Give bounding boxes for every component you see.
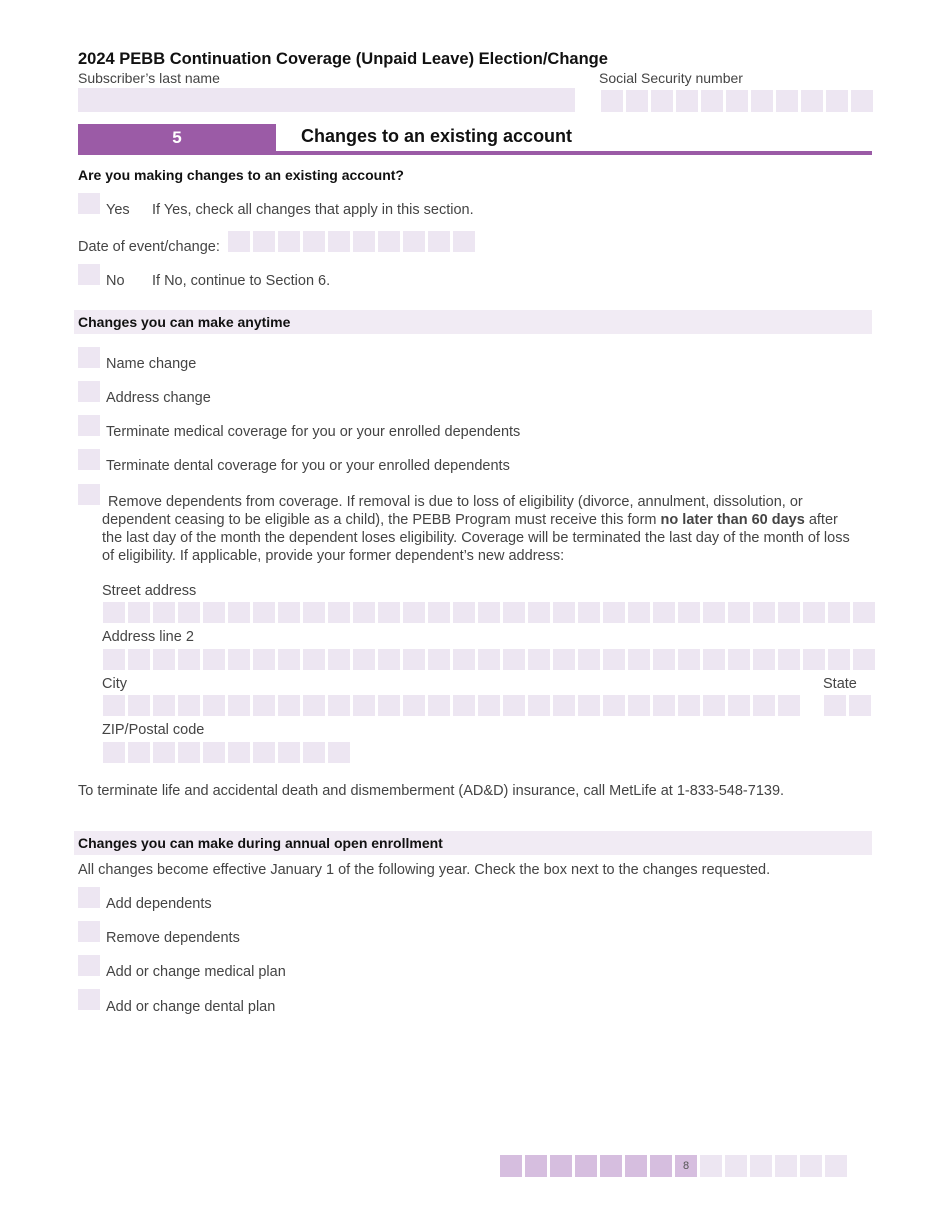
date-char-box[interactable]: [403, 231, 425, 252]
terminate-medical-checkbox[interactable]: [78, 415, 100, 436]
street-char-box[interactable]: [353, 602, 375, 623]
address-change-checkbox[interactable]: [78, 381, 100, 402]
no-checkbox[interactable]: [78, 264, 100, 285]
zip-char-box[interactable]: [128, 742, 150, 763]
section-title: Changes to an existing account: [301, 126, 573, 146]
date-char-box[interactable]: [378, 231, 400, 252]
zip-field[interactable]: [103, 742, 350, 763]
date-char-box[interactable]: [253, 231, 275, 252]
change-dental-label: Add or change dental plan: [106, 999, 276, 1015]
street-char-box[interactable]: [553, 602, 575, 623]
remove-text-part2: after the last day of the month the dependent loses eligibility. Coverage will be terminated the last day of the month of loss of eligibility. If applicable, provide your former dependent’s new address:: [102, 512, 850, 564]
address2-char-box[interactable]: [178, 649, 200, 670]
remove-dependents-text: [102, 493, 862, 565]
open-enrollment-note: All changes become effective January 1 of the following year. Check the box next to the changes requested.: [78, 862, 771, 878]
oe-remove-dependents-label: Remove dependents: [106, 930, 240, 946]
page-indicator-box: [725, 1155, 747, 1177]
address2-char-box[interactable]: [253, 649, 275, 670]
address2-char-box[interactable]: [778, 649, 800, 670]
yes-label: Yes: [106, 202, 130, 218]
street-char-box[interactable]: [303, 602, 325, 623]
city-char-box[interactable]: [328, 695, 350, 716]
terminate-medical-label: Terminate medical coverage for you or your enrolled dependents: [106, 424, 521, 440]
city-char-box[interactable]: [578, 695, 600, 716]
page-number: 8: [675, 1155, 697, 1177]
address2-char-box[interactable]: [153, 649, 175, 670]
address2-char-box[interactable]: [678, 649, 700, 670]
date-char-box[interactable]: [428, 231, 450, 252]
city-char-box[interactable]: [228, 695, 250, 716]
address2-char-box[interactable]: [353, 649, 375, 670]
terminate-dental-checkbox[interactable]: [78, 449, 100, 470]
city-field[interactable]: [103, 695, 800, 716]
section-header: [78, 124, 872, 155]
page-indicator-box: [500, 1155, 522, 1177]
page-indicator: [500, 1155, 847, 1177]
address-change-label: Address change: [106, 390, 211, 406]
city-char-box[interactable]: [453, 695, 475, 716]
street-char-box[interactable]: [528, 602, 550, 623]
address2-char-box[interactable]: [453, 649, 475, 670]
name-change-label: Name change: [106, 356, 197, 372]
street-char-box[interactable]: [403, 602, 425, 623]
page-indicator-box: [825, 1155, 847, 1177]
ssn-char-box[interactable]: [751, 90, 773, 112]
address2-char-box[interactable]: [578, 649, 600, 670]
address2-char-box[interactable]: [478, 649, 500, 670]
zip-char-box[interactable]: [228, 742, 250, 763]
state-field[interactable]: [824, 695, 871, 716]
zip-char-box[interactable]: [178, 742, 200, 763]
address2-char-box[interactable]: [278, 649, 300, 670]
street-field[interactable]: [103, 602, 875, 623]
date-char-box[interactable]: [278, 231, 300, 252]
section-number: 5: [78, 124, 276, 152]
ssn-char-box[interactable]: [676, 90, 698, 112]
date-char-box[interactable]: [303, 231, 325, 252]
street-char-box[interactable]: [628, 602, 650, 623]
street-char-box[interactable]: [578, 602, 600, 623]
address2-char-box[interactable]: [653, 649, 675, 670]
city-char-box[interactable]: [603, 695, 625, 716]
address2-char-box[interactable]: [428, 649, 450, 670]
page-indicator-box: [550, 1155, 572, 1177]
street-char-box[interactable]: [728, 602, 750, 623]
page-indicator-box: [525, 1155, 547, 1177]
state-label: State: [823, 676, 857, 692]
city-char-box[interactable]: [103, 695, 125, 716]
street-char-box[interactable]: [778, 602, 800, 623]
street-char-box[interactable]: [753, 602, 775, 623]
address2-char-box[interactable]: [753, 649, 775, 670]
street-char-box[interactable]: [653, 602, 675, 623]
zip-char-box[interactable]: [203, 742, 225, 763]
city-char-box[interactable]: [653, 695, 675, 716]
city-char-box[interactable]: [553, 695, 575, 716]
page-indicator-box: [775, 1155, 797, 1177]
ssn-char-box[interactable]: [776, 90, 798, 112]
city-char-box[interactable]: [528, 695, 550, 716]
street-char-box[interactable]: [128, 602, 150, 623]
zip-char-box[interactable]: [278, 742, 300, 763]
add-dependents-label: Add dependents: [106, 896, 212, 912]
no-label: No: [106, 273, 125, 289]
life-insurance-note: To terminate life and accidental death and dismemberment (AD&D) insurance, call MetLife at 1-833-548-7139.: [78, 783, 785, 799]
change-medical-checkbox[interactable]: [78, 955, 100, 976]
city-char-box[interactable]: [253, 695, 275, 716]
address2-char-box[interactable]: [603, 649, 625, 670]
street-char-box[interactable]: [678, 602, 700, 623]
city-char-box[interactable]: [703, 695, 725, 716]
ssn-char-box[interactable]: [626, 90, 648, 112]
address2-char-box[interactable]: [803, 649, 825, 670]
zip-char-box[interactable]: [253, 742, 275, 763]
street-char-box[interactable]: [828, 602, 850, 623]
city-char-box[interactable]: [728, 695, 750, 716]
oe-remove-dependents-checkbox[interactable]: [78, 921, 100, 942]
form-title: 2024 PEBB Continuation Coverage (Unpaid Leave) Election/Change: [78, 50, 608, 68]
date-char-box[interactable]: [228, 231, 250, 252]
city-char-box[interactable]: [203, 695, 225, 716]
last-name-field[interactable]: [78, 88, 575, 112]
city-char-box[interactable]: [478, 695, 500, 716]
date-char-box[interactable]: [353, 231, 375, 252]
address2-label: Address line 2: [102, 629, 194, 645]
address2-char-box[interactable]: [128, 649, 150, 670]
address2-char-box[interactable]: [303, 649, 325, 670]
street-char-box[interactable]: [803, 602, 825, 623]
address2-char-box[interactable]: [853, 649, 875, 670]
address2-char-box[interactable]: [378, 649, 400, 670]
street-label: Street address: [102, 583, 197, 599]
remove-text-part1: Remove dependents from coverage. If removal is due to loss of eligibility (divorce, annulment, dissolution, or dependent ceasing to be eligible as a child), the PEBB Program must receive this form: [102, 494, 803, 528]
remove-text-bold: no later than 60 days: [660, 512, 805, 528]
page-indicator-box: [625, 1155, 647, 1177]
address2-char-box[interactable]: [503, 649, 525, 670]
street-char-box[interactable]: [203, 602, 225, 623]
state-char-box[interactable]: [849, 695, 871, 716]
city-char-box[interactable]: [403, 695, 425, 716]
address2-char-box[interactable]: [403, 649, 425, 670]
ssn-char-box[interactable]: [826, 90, 848, 112]
street-char-box[interactable]: [503, 602, 525, 623]
street-char-box[interactable]: [178, 602, 200, 623]
city-char-box[interactable]: [128, 695, 150, 716]
no-note: If No, continue to Section 6.: [152, 273, 331, 289]
zip-char-box[interactable]: [303, 742, 325, 763]
page-indicator-box: [700, 1155, 722, 1177]
street-char-box[interactable]: [478, 602, 500, 623]
page-indicator-box: [600, 1155, 622, 1177]
address2-char-box[interactable]: [828, 649, 850, 670]
yes-note: If Yes, check all changes that apply in this section.: [152, 202, 474, 218]
street-char-box[interactable]: [278, 602, 300, 623]
add-dependents-checkbox[interactable]: [78, 887, 100, 908]
street-char-box[interactable]: [253, 602, 275, 623]
date-char-box[interactable]: [328, 231, 350, 252]
state-char-box[interactable]: [824, 695, 846, 716]
address2-char-box[interactable]: [553, 649, 575, 670]
address2-char-box[interactable]: [328, 649, 350, 670]
change-medical-label: Add or change medical plan: [106, 964, 286, 980]
street-char-box[interactable]: [453, 602, 475, 623]
city-char-box[interactable]: [503, 695, 525, 716]
city-char-box[interactable]: [378, 695, 400, 716]
street-char-box[interactable]: [703, 602, 725, 623]
address2-char-box[interactable]: [628, 649, 650, 670]
page-indicator-box: [650, 1155, 672, 1177]
date-label: Date of event/change:: [78, 239, 220, 255]
remove-dependents-checkbox[interactable]: [78, 484, 100, 505]
city-char-box[interactable]: [628, 695, 650, 716]
address2-char-box[interactable]: [728, 649, 750, 670]
anytime-heading: Changes you can make anytime: [74, 310, 872, 334]
ssn-label: Social Security number: [599, 70, 743, 86]
section-rule: [78, 151, 872, 155]
ssn-char-box[interactable]: [726, 90, 748, 112]
city-char-box[interactable]: [753, 695, 775, 716]
terminate-dental-label: Terminate dental coverage for you or your enrolled dependents: [106, 458, 510, 474]
ssn-char-box[interactable]: [651, 90, 673, 112]
street-char-box[interactable]: [228, 602, 250, 623]
ssn-char-box[interactable]: [601, 90, 623, 112]
open-enrollment-heading: Changes you can make during annual open enrollment: [74, 831, 872, 855]
address2-field[interactable]: [103, 649, 875, 670]
street-char-box[interactable]: [378, 602, 400, 623]
zip-char-box[interactable]: [153, 742, 175, 763]
zip-char-box[interactable]: [328, 742, 350, 763]
city-label: City: [102, 676, 127, 692]
last-name-label: Subscriber’s last name: [78, 70, 220, 86]
city-char-box[interactable]: [178, 695, 200, 716]
address2-char-box[interactable]: [203, 649, 225, 670]
ssn-char-box[interactable]: [851, 90, 873, 112]
city-char-box[interactable]: [678, 695, 700, 716]
name-change-checkbox[interactable]: [78, 347, 100, 368]
city-char-box[interactable]: [353, 695, 375, 716]
street-char-box[interactable]: [603, 602, 625, 623]
address2-char-box[interactable]: [528, 649, 550, 670]
address2-char-box[interactable]: [703, 649, 725, 670]
city-char-box[interactable]: [778, 695, 800, 716]
zip-label: ZIP/Postal code: [102, 722, 205, 738]
ssn-char-box[interactable]: [801, 90, 823, 112]
city-char-box[interactable]: [303, 695, 325, 716]
street-char-box[interactable]: [103, 602, 125, 623]
date-field[interactable]: [228, 231, 475, 252]
ssn-char-box[interactable]: [701, 90, 723, 112]
page-indicator-box: [750, 1155, 772, 1177]
city-char-box[interactable]: [278, 695, 300, 716]
street-char-box[interactable]: [428, 602, 450, 623]
date-char-box[interactable]: [453, 231, 475, 252]
existing-account-question: Are you making changes to an existing account?: [78, 167, 404, 183]
ssn-field[interactable]: [601, 90, 873, 112]
street-char-box[interactable]: [853, 602, 875, 623]
street-char-box[interactable]: [328, 602, 350, 623]
address2-char-box[interactable]: [228, 649, 250, 670]
zip-char-box[interactable]: [103, 742, 125, 763]
page-indicator-box: [575, 1155, 597, 1177]
change-dental-checkbox[interactable]: [78, 989, 100, 1010]
street-char-box[interactable]: [153, 602, 175, 623]
address2-char-box[interactable]: [103, 649, 125, 670]
city-char-box[interactable]: [428, 695, 450, 716]
yes-checkbox[interactable]: [78, 193, 100, 214]
city-char-box[interactable]: [153, 695, 175, 716]
page-indicator-box: [800, 1155, 822, 1177]
